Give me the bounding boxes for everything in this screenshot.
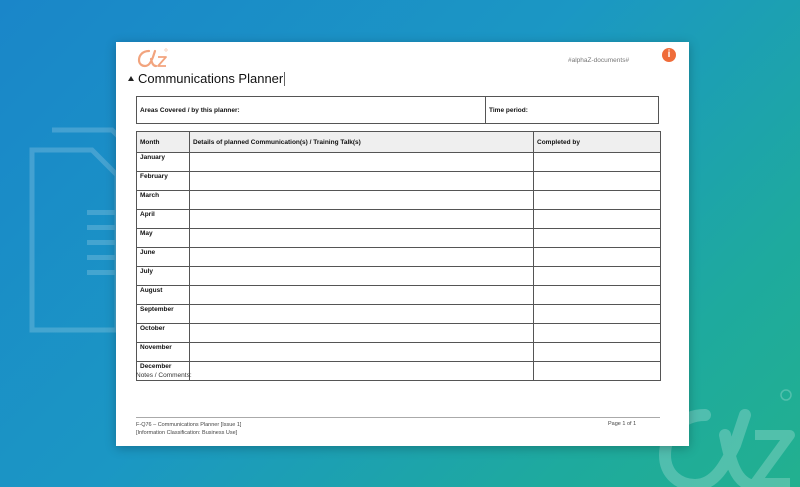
title-row: [128, 71, 285, 86]
month-cell: February: [137, 172, 190, 191]
completed-by-cell[interactable]: [534, 191, 661, 210]
footer-classification: [Information Classification: Business Use]: [136, 430, 238, 436]
table-row: [137, 267, 661, 286]
document-hashtag: #alphaZ-documents#: [568, 57, 630, 64]
table-row: [137, 153, 661, 172]
details-cell[interactable]: [190, 153, 534, 172]
table-row: [137, 248, 661, 267]
completed-by-cell[interactable]: [534, 324, 661, 343]
completed-by-cell[interactable]: [534, 362, 661, 381]
details-cell[interactable]: [190, 229, 534, 248]
time-period-field[interactable]: [486, 97, 658, 123]
footer-divider: [136, 417, 660, 418]
table-row: [137, 210, 661, 229]
details-header: Details of planned Communication(s) / Training Talk(s): [190, 132, 534, 153]
completed-by-cell[interactable]: [534, 153, 661, 172]
time-period-label: Time period:: [489, 106, 528, 114]
month-cell: July: [137, 267, 190, 286]
month-cell: May: [137, 229, 190, 248]
month-cell: August: [137, 286, 190, 305]
areas-time-box: [136, 96, 659, 124]
month-cell: October: [137, 324, 190, 343]
footer-page-number: Page 1 of 1: [608, 421, 637, 427]
table-row: [137, 362, 661, 381]
table-row: [137, 286, 661, 305]
month-cell: January: [137, 153, 190, 172]
collapse-triangle-icon[interactable]: [128, 76, 134, 81]
month-cell: April: [137, 210, 190, 229]
table-row: [137, 343, 661, 362]
details-cell[interactable]: [190, 191, 534, 210]
table-row: [137, 172, 661, 191]
details-cell[interactable]: [190, 172, 534, 191]
month-cell: June: [137, 248, 190, 267]
details-cell[interactable]: [190, 210, 534, 229]
completed-by-cell[interactable]: [534, 172, 661, 191]
notes-label[interactable]: Notes / Comments:: [136, 372, 192, 379]
month-header: Month: [137, 132, 190, 153]
details-cell[interactable]: [190, 286, 534, 305]
table-row: [137, 305, 661, 324]
footer-left: [136, 421, 241, 437]
completed-by-cell[interactable]: [534, 305, 661, 324]
info-icon[interactable]: i: [662, 48, 676, 62]
details-cell[interactable]: [190, 324, 534, 343]
completed-by-cell[interactable]: [534, 229, 661, 248]
document-page: [116, 42, 689, 446]
table-row: [137, 229, 661, 248]
table-row: [137, 324, 661, 343]
areas-covered-field[interactable]: [137, 97, 486, 123]
month-cell: September: [137, 305, 190, 324]
completed-by-cell[interactable]: [534, 210, 661, 229]
page-title[interactable]: Communications Planner: [138, 71, 284, 86]
text-cursor: [284, 72, 285, 86]
month-cell: November: [137, 343, 190, 362]
table-row: [137, 191, 661, 210]
footer-doc-ref: F-Q76 – Communications Planner [Issue 1]: [136, 422, 242, 428]
month-cell: March: [137, 191, 190, 210]
planner-table: [136, 131, 661, 381]
details-cell[interactable]: [190, 362, 534, 381]
details-cell[interactable]: [190, 343, 534, 362]
table-header-row: [137, 132, 661, 153]
completed-by-header: Completed by: [534, 132, 661, 153]
completed-by-cell[interactable]: [534, 286, 661, 305]
completed-by-cell[interactable]: [534, 343, 661, 362]
completed-by-cell[interactable]: [534, 248, 661, 267]
areas-covered-label: Areas Covered / by this planner:: [140, 106, 240, 114]
details-cell[interactable]: [190, 267, 534, 286]
details-cell[interactable]: [190, 248, 534, 267]
details-cell[interactable]: [190, 305, 534, 324]
alphaz-logo: [136, 46, 170, 68]
completed-by-cell[interactable]: [534, 267, 661, 286]
month-cell: December: [137, 362, 190, 381]
